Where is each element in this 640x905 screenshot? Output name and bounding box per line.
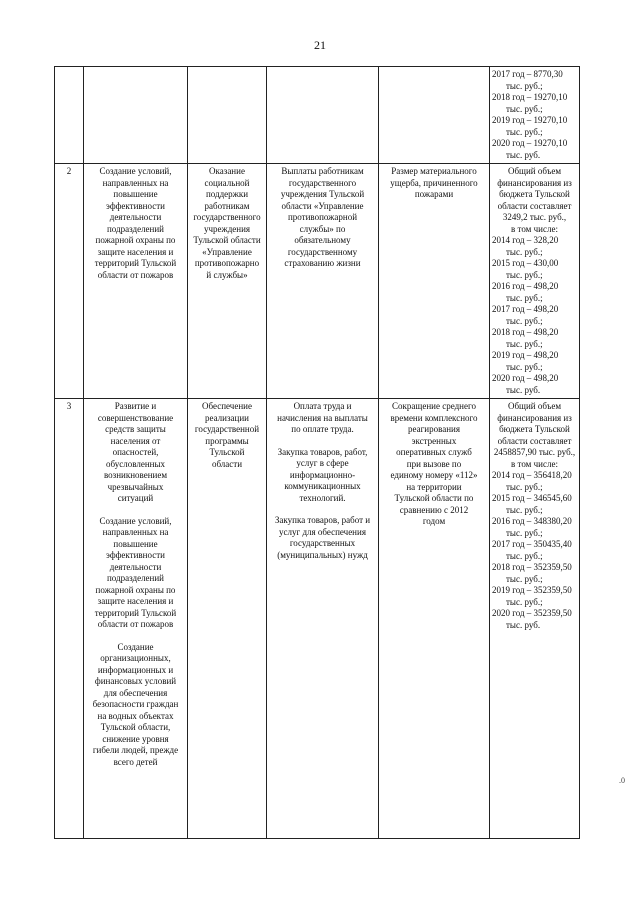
task-line: ситуаций [117, 493, 154, 503]
task-line: Тульской области, [100, 722, 171, 732]
financing-line: тыс. руб.; [506, 550, 543, 561]
financing-line: 2018 год – 19270,10 [492, 92, 568, 102]
result-line: экстренных [411, 435, 457, 446]
task-paragraph [86, 401, 185, 505]
event-line: Тульской области [193, 235, 261, 245]
financing-line: 2017 год – 498,20 [492, 304, 559, 314]
row-number-cell: 2 [55, 164, 84, 399]
financing-line: тыс. руб.; [506, 292, 543, 303]
content-line: начисления на выплаты [277, 412, 368, 423]
financing-line: 2020 год – 498,20 [492, 373, 559, 383]
financing-line: тыс. руб. [506, 619, 541, 630]
task-line: подразделений [106, 223, 165, 234]
task-line: эффективности [106, 200, 165, 211]
financing-line: тыс. руб. [506, 149, 541, 160]
financing-line: 2019 год – 352359,50 [492, 585, 572, 595]
content-cell [267, 67, 379, 164]
content-line: государственных [289, 538, 356, 548]
financing-line: тыс. руб.; [506, 361, 543, 372]
financing-line: тыс. руб. [506, 384, 541, 395]
result-line: времени комплексного [390, 412, 478, 423]
result-line: сравнению с 2012 [399, 504, 469, 515]
result-line: Тульской области по [394, 493, 474, 503]
event-line: поддержки [205, 189, 249, 199]
program-table [54, 66, 580, 839]
financing-line: бюджета Тульской [499, 424, 570, 434]
task-line: территорий Тульской [94, 607, 177, 618]
task-line: повышение [113, 189, 158, 199]
content-line: информационно- [289, 469, 356, 480]
task-line: снижение уровня [102, 733, 169, 744]
result-line: на территории [406, 481, 462, 492]
financing-cell [490, 164, 580, 399]
task-line: пожарной охраны по [95, 584, 176, 595]
task-line: для обеспечения [103, 687, 168, 698]
event-line: государственной [194, 424, 260, 434]
content-line: Закупка товаров, работ, [277, 446, 368, 457]
financing-line: 2015 год – 430,00 [492, 258, 559, 268]
content-cell [267, 399, 379, 839]
financing-line: 2016 год – 348380,20 [492, 516, 572, 526]
result-indicator-cell [379, 164, 490, 399]
task-line: подразделений [106, 573, 165, 583]
financing-cell [490, 67, 580, 164]
financing-line: 2020 год – 19270,10 [492, 138, 568, 148]
task-line: повышение [113, 538, 158, 549]
task-line: защите населения и [97, 246, 174, 257]
content-paragraph [269, 401, 376, 436]
content-paragraph [269, 515, 376, 561]
task-line: области от пожаров [97, 619, 174, 629]
table-row [55, 399, 580, 839]
task-paragraph [86, 516, 185, 631]
financing-line: 2458857,90 тыс. руб., [493, 447, 576, 457]
financing-line: 2017 год – 8770,30 [492, 69, 563, 79]
financing-line: тыс. руб.; [506, 504, 543, 515]
task-line: защите населения и [97, 596, 174, 606]
result-line: реагирования [407, 424, 460, 434]
task-line: финансовых условий [94, 676, 177, 686]
task-cell [84, 67, 188, 164]
financing-line: 2018 год – 498,20 [492, 327, 559, 337]
financing-line: тыс. руб.; [506, 246, 543, 257]
financing-line: тыс. руб.; [506, 315, 543, 326]
content-cell [267, 164, 379, 399]
event-line: государственного [193, 212, 261, 222]
event-cell [188, 399, 267, 839]
financing-line: области составляет [497, 200, 572, 211]
result-line: оперативных служб [396, 447, 472, 457]
financing-line: 2020 год – 352359,50 [492, 608, 572, 618]
result-line: годом [422, 516, 446, 526]
task-line: Создание условий, [99, 515, 172, 526]
financing-line: 3249,2 тыс. руб., [502, 212, 567, 222]
event-line: реализации [205, 412, 249, 423]
task-line: информационных и [97, 664, 174, 675]
content-line: Закупка товаров, работ и [274, 515, 371, 525]
result-line: Размер материального [391, 166, 477, 176]
event-line: «Управление [202, 246, 252, 257]
financing-line: тыс. руб.; [506, 596, 543, 607]
task-line: деятельности [109, 561, 162, 572]
row-number-cell [55, 67, 84, 164]
margin-mark: .0 [619, 776, 625, 785]
event-line: Тульской [209, 447, 245, 457]
content-line: Выплаты работникам [281, 166, 364, 176]
task-line: направленных на [102, 177, 169, 188]
task-line: территорий Тульской [94, 258, 177, 268]
task-line: на водных объектах [97, 710, 174, 721]
financing-line: бюджета Тульской [499, 189, 570, 199]
content-line: Оплата труда и [293, 401, 352, 411]
result-line: при вызове по [406, 458, 462, 469]
task-paragraph [86, 642, 185, 769]
result-line: единому номеру «112» [390, 470, 478, 480]
event-line: социальной [204, 177, 250, 188]
task-line: пожарной охраны по [95, 235, 176, 245]
financing-line: 2016 год – 498,20 [492, 281, 559, 291]
table-row [55, 164, 580, 399]
task-line: обусловленных [105, 458, 166, 469]
financing-line: Общий объем [507, 166, 562, 176]
task-line: Создание [117, 641, 154, 652]
task-line: Развитие и [114, 401, 157, 411]
financing-line: тыс. руб.; [506, 481, 543, 492]
financing-line: 2019 год – 19270,10 [492, 115, 568, 125]
financing-line: 2014 год – 328,20 [492, 235, 559, 245]
task-line: возникновением [103, 470, 168, 480]
page-number: 21 [314, 38, 326, 52]
content-line: технологий. [299, 492, 346, 503]
financing-line: области составляет [497, 435, 572, 446]
financing-line: 2019 год – 498,20 [492, 350, 559, 360]
financing-line: 2017 год – 350435,40 [492, 539, 572, 549]
financing-line: финансирования из [497, 177, 572, 188]
result-line: пожарами [414, 189, 454, 199]
content-line: услуг в сфере [296, 458, 349, 468]
task-line: области от пожаров [97, 269, 174, 280]
result-indicator-cell [379, 399, 490, 839]
event-line: Обеспечение [202, 401, 252, 411]
content-line: (муниципальных) нужд [277, 549, 368, 560]
task-line: средств защиты [105, 424, 166, 434]
event-line: программы [205, 435, 249, 446]
content-line: по оплате труда. [291, 424, 354, 434]
task-line: совершенствование [97, 412, 174, 423]
financing-line: в том числе: [511, 223, 558, 234]
task-paragraph [86, 166, 185, 281]
financing-line: тыс. руб.; [506, 80, 543, 91]
financing-line: тыс. руб.; [506, 269, 543, 280]
event-cell [188, 67, 267, 164]
task-line: организационных, [100, 653, 171, 663]
content-paragraph [269, 447, 376, 505]
event-line: области [211, 458, 243, 469]
financing-line: тыс. руб.; [506, 573, 543, 584]
event-line: противопожарно [194, 258, 260, 268]
task-line: населения от [110, 435, 161, 446]
financing-line: Общий объем [507, 401, 562, 411]
result-line: Сокращение среднего [392, 401, 476, 411]
content-line: страхованию жизни [284, 258, 361, 268]
task-line: чрезвычайных [107, 481, 164, 492]
event-line: работникам [204, 200, 250, 211]
financing-line: 2015 год – 346545,60 [492, 493, 572, 503]
task-line: всего детей [113, 756, 158, 767]
task-line: деятельности [109, 212, 162, 222]
task-line: опасностей, [112, 447, 159, 457]
financing-cell [490, 399, 580, 839]
task-line: Создание условий, [99, 166, 172, 176]
content-line: службы» по [299, 223, 346, 234]
task-line: эффективности [106, 550, 165, 560]
financing-line: 2014 год – 356418,20 [492, 470, 572, 480]
event-line: Оказание [209, 166, 245, 176]
content-paragraph [269, 166, 376, 270]
content-line: учреждения Тульской [280, 189, 365, 199]
financing-line: тыс. руб.; [506, 103, 543, 114]
content-line: противопожарной [287, 212, 358, 222]
financing-line: 2018 год – 352359,50 [492, 562, 572, 572]
financing-line: в том числе: [511, 458, 558, 469]
financing-line: финансирования из [497, 412, 572, 423]
result-line: ущерба, причиненного [390, 177, 478, 188]
content-line: обязательному [294, 235, 351, 245]
financing-line: тыс. руб.; [506, 527, 543, 538]
financing-line: тыс. руб.; [506, 338, 543, 349]
event-line: й службы» [206, 269, 248, 280]
event-cell [188, 164, 267, 399]
table-row [55, 67, 580, 164]
task-line: безопасности граждан [92, 699, 179, 709]
task-cell [84, 399, 188, 839]
event-line: учреждения [203, 223, 251, 234]
task-line: гибели людей, прежде [92, 745, 179, 755]
content-line: услуг для обеспечения [279, 526, 366, 537]
task-cell [84, 164, 188, 399]
task-line: направленных на [102, 527, 169, 537]
row-number-cell: 3 [55, 399, 84, 839]
result-indicator-cell [379, 67, 490, 164]
financing-line: тыс. руб.; [506, 126, 543, 137]
content-line: области «Управление [281, 200, 364, 211]
content-line: коммуникационных [284, 481, 361, 491]
content-line: государственного [288, 177, 357, 188]
content-line: государственному [287, 246, 358, 257]
